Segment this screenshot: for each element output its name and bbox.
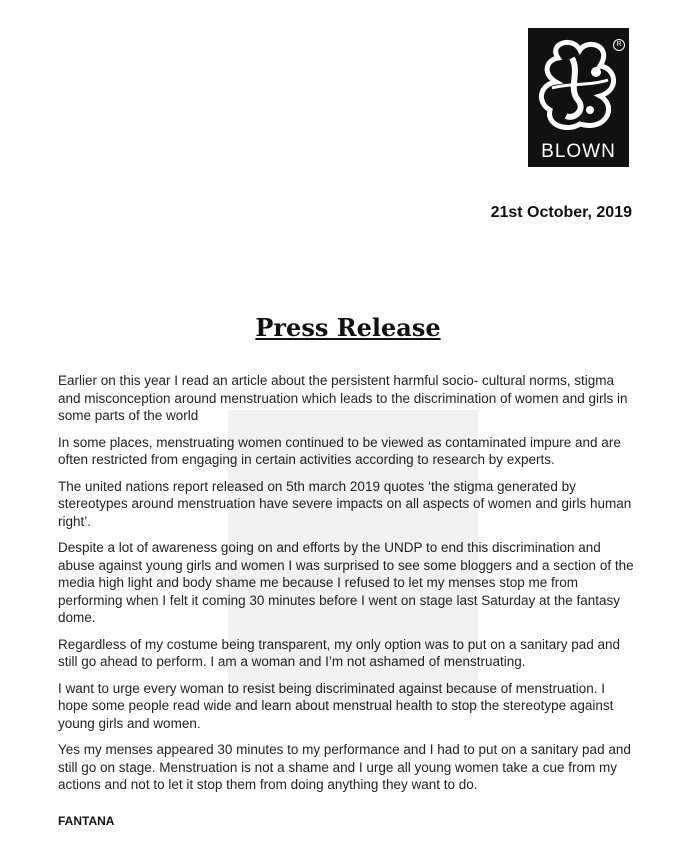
paragraph: Yes my menses appeared 30 minutes to my performance and I had to put on a sanitary pad and still go on stage. Menstruation is not a shame and I urge all young women take a cue from my actions and not to let it stop them from doing anything they want to do. <box>58 742 631 792</box>
paragraph: In some places, menstruating women continued to be viewed as contaminated impure and are often restricted from engaging in certain activities according to research by experts. <box>58 434 621 467</box>
release-date: 21st October, 2019 <box>490 204 632 221</box>
registered-mark: R <box>613 39 625 51</box>
paragraph: Regardless of my costume being transparent, my only option was to put on a sanitary pad and still go ahead to perform. I am a woman and I’m not ashamed of menstruating. <box>58 636 621 669</box>
signature: FANTANA <box>58 814 115 828</box>
paragraph: Earlier on this year I read an article about the persistent harmful socio- cultural norms, stigma and misconception around menstruation which leads to the discrimination of women and girls in some parts of the world <box>58 373 628 423</box>
page-title <box>0 313 696 342</box>
paragraph: I want to urge every woman to resist being discriminated against because of menstruation. I hope some people read wide and learn about menstrual health to stop the stereotype against young girls and women. <box>58 680 614 731</box>
press-release-body <box>58 372 636 803</box>
blown-logo <box>528 28 629 167</box>
title-text: Press Release <box>255 313 441 342</box>
paragraph: Despite a lot of awareness going on and efforts by the UNDP to end this discrimination and abuse against young girls and women I was surprised to see some bloggers and a section of the media high light and body shame me because I refused to let my menses stop me from performing when I felt it coming 30 minutes before I went on stage last Saturday at the fantasy dome. <box>58 540 634 625</box>
logo-wordmark: BLOWN <box>541 141 616 162</box>
paragraph: The united nations report released on 5th march 2019 quotes ‘the stigma generated by stereotypes around menstruation have severe impacts on all aspects of women and girls human right’. <box>58 478 632 529</box>
